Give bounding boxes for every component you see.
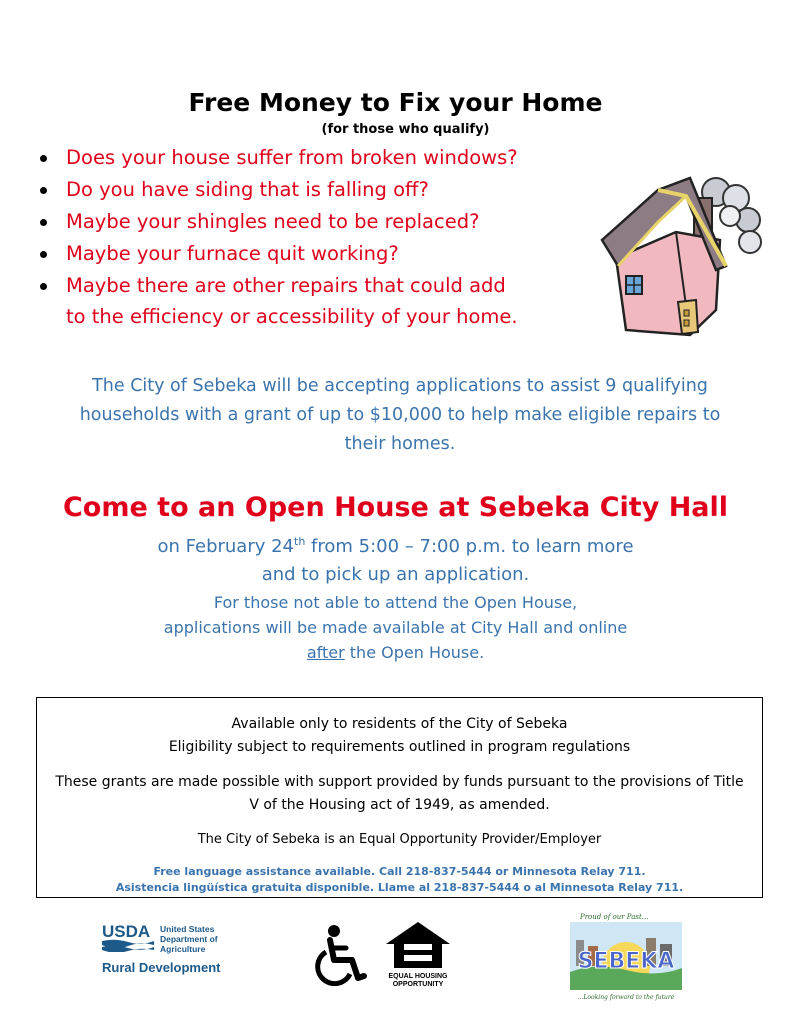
list-item: Do you have siding that is falling off? [36, 174, 596, 206]
list-item-continuation: to the efficiency or accessibility of your home. [66, 305, 518, 328]
svg-text:EQUAL HOUSING: EQUAL HOUSING [388, 973, 448, 980]
not-attend-text: For those not able to attend the Open House, [213, 593, 578, 612]
grants-text-line1: These grants are made possible with support provided by funds pursuant to the provisions of Title [55, 774, 744, 790]
svg-text:SEBEKA: SEBEKA [577, 949, 675, 974]
svg-text:Proud of our Past...: Proud of our Past... [580, 913, 649, 921]
grants-text-line2: V of the Housing act of 1949, as amended. [249, 797, 550, 813]
event-date-time: on February 24th from 5:00 – 7:00 p.m. to learn more [157, 535, 634, 557]
list-item: Maybe there are other repairs that could add [36, 270, 596, 302]
event-pickup-text: and to pick up an application. [261, 564, 530, 585]
bullet-icon [40, 219, 47, 226]
sebeka-city-logo [566, 910, 686, 1002]
page-title: Free Money to Fix your Home [188, 88, 603, 117]
svg-text:OPPORTUNITY: OPPORTUNITY [392, 981, 444, 988]
house-clipart-icon [598, 170, 768, 340]
svg-text:...Looking forward to the futu: ...Looking forward to the future [577, 994, 675, 1001]
question-list [36, 142, 596, 332]
sebeka-logo-image [566, 910, 686, 1002]
list-item: Does your house suffer from broken windows? [36, 142, 596, 174]
usda-rural-development-logo: USDA United States Department of Agriculture Rural Development [102, 922, 221, 975]
bullet-icon [40, 155, 47, 162]
svg-text:USDA: USDA [102, 922, 151, 941]
eligibility-text: Eligibility subject to requirements outlined in program regulations [168, 739, 631, 755]
equal-opportunity-text: The City of Sebeka is an Equal Opportunity Provider/Employer [197, 832, 602, 847]
equal-housing-opportunity-icon [378, 918, 458, 988]
bullet-icon [40, 283, 47, 290]
page-subtitle: (for those who qualify) [321, 122, 490, 137]
availability-text: applications will be made available at City Hall and online [163, 618, 628, 637]
bullet-icon [40, 187, 47, 194]
language-assistance-en: Free language assistance available. Call 218-837-5444 or Minnesota Relay 711. [153, 865, 646, 878]
rural-development-label: Rural Development [102, 960, 221, 975]
eligibility-box [36, 697, 763, 898]
list-item: Maybe your shingles need to be replaced? [36, 206, 596, 238]
wheelchair-accessible-icon [312, 924, 368, 986]
bullet-icon [40, 251, 47, 258]
open-house-headline: Come to an Open House at Sebeka City Hall [62, 492, 729, 523]
residents-text: Available only to residents of the City of Sebeka [231, 716, 568, 732]
after-open-house-text: after the Open House. [306, 643, 485, 662]
list-item: Maybe your furnace quit working? [36, 238, 596, 270]
intro-paragraph: The City of Sebeka will be accepting applications to assist 9 qualifying households with a grant of up to $10,000 to help make eligible repairs to their homes. [79, 376, 721, 454]
language-assistance-es: Asistencia lingüística gratuita disponible. Llame al 218-837-5444 o al Minnesota Relay 711. [115, 881, 684, 894]
usda-mark-icon [102, 922, 154, 952]
